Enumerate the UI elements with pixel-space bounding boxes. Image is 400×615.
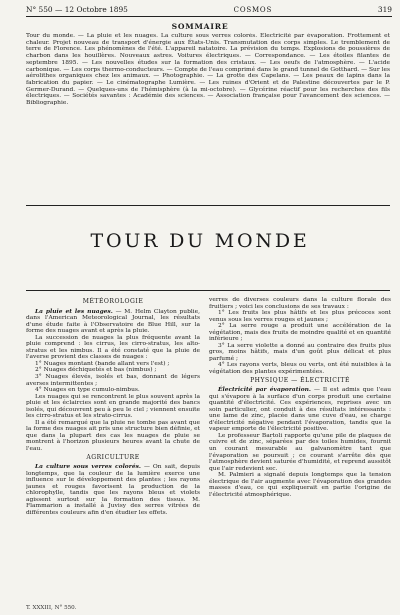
title-divider: [26, 290, 390, 291]
list-item: 3° La serre violette a donné au contraire des fruits plus gros, moins hâtifs, mais d'un goût plus délicat et plus parfumé ;: [209, 342, 391, 362]
right-column: [209, 297, 391, 607]
list-item: 1° Les fruits les plus hâtifs et les plus précoces sont venus sous les verres rouges et jaunes ;: [209, 310, 391, 323]
list-item: 3° Nuages élevés, isolés et bas, donnant de légers averses intermittentes ;: [26, 374, 200, 387]
subheading-culture-verres: La culture sous verres colorés.: [35, 463, 141, 471]
subheading-pluie-nuages: La pluie et les nuages.: [35, 307, 113, 315]
list-item: 1° Nuages montant (bande allant vers l'est) ;: [35, 360, 170, 367]
paragraph-text: — M. Helm Clayton publie, dans l'American Meteorological Journal, les résultats d'une étude faite à l'Observatoire de Blue Hill, sur la forme des nuages avant et après la pluie.: [26, 308, 200, 335]
issue-number: N° 550 — 12 Octobre 1895: [26, 5, 128, 14]
paragraph-text: — On sait, depuis longtemps, que la couleur de la lumière exerce une influence sur le développement des plantes ; les rayons jaunes et rouges favorisent la production de la chlorophylle, tandis que les rayons bleus et violets agissent surtout sur la formation des tissus. M. Flammarion a installé à Juvisy des serres vitrées de différentes couleurs afin d'en étudier les effets.: [26, 464, 200, 516]
page-header: [26, 3, 392, 17]
sommaire-text: Tour du monde. — La pluie et les nuages. La culture sous verres colorés. Électricité par évaporation. Frottement et chaleur. Projet nouveau de transport d'énergie aux États-Unis. Transmutation des corps simples. Le tremblement de terre de Florence. Les phénomènes de l'été. L'appareil natatoire. La prévision du temps. Explosions de poussières de charbon dans les houillères. Nouveaux astres. Voitures électriques. — Correspondance. — Les étoiles filantes de septembre 1895. — Les nouvelles études sur la formation des cristaux. — Les oeufs de l'atmosphère. — L'acide carbonique. — Les corps thermo-conducteurs. — Compte de l'eau comprimé dans le grand tunnel de Gotthard. — Sur les aérolithes organiques chez les animaux. — Photographie. — La grotte des Capelans. — Les peaux de lapins dans la fabrication du papier. — Le cinématographe Lumière. — Les ruines d'Orient et de Palestine découvertes par le P. Germer-Durand. — Quelques-uns de l'hémisphère (à la mi-octobre). — Glycérine réactif pour les recherches des fils électriques. — Sociétés savantes : Académie des sciences. — Association française pour l'avancement des sciences. — Bibliographie.: [26, 33, 390, 107]
top-divider: [26, 205, 390, 206]
paragraph: M. Palmieri a signalé depuis longtemps que la tension électrique de l'air augmente avec l'évaporation des grandes masses d'eau, ce qui expliquerait en partie l'origine de l'électricité atmosphérique.: [209, 472, 391, 498]
paragraph: Il a été remarqué que la pluie ne tombe pas avant que la forme des nuages ait pris une structure bien définie, et que dans la plupart des cas les nuages de pluie se montrent à l'horizon plusieurs heures avant la chute de l'eau.: [26, 419, 200, 453]
list-item: 4° Les rayons verts, bleus ou verts, ont été nuisibles à la végétation des plantes expérimentées.: [209, 362, 391, 376]
journal-name: COSMOS: [233, 5, 273, 14]
paragraph: [26, 309, 200, 335]
paragraph: [209, 387, 391, 433]
page-footer: T. XXXIII, N° 550.: [26, 605, 77, 611]
paragraph: [26, 464, 200, 516]
paragraph: Les nuages qui se rencontrent le plus souvent après la pluie et les éclaircies sont en grande majorité des bancs isolés, qui découvrent peu à peu le ciel ; viennent ensuite les cirro-stratus et les strato-cirrus.: [26, 393, 200, 420]
section-title: TOUR DU MONDE: [90, 230, 310, 252]
paragraph: Le professeur Bartoli rapporte qu'une pile de plaques de cuivre et de zinc, séparées par des toiles humides, fournit un courant mesurable au galvanomètre tant que l'évaporation se poursuit ; ce courant s'arrête dès que l'atmosphère devient saturée d'humidité, et reprend aussitôt que l'air redevient sec.: [209, 432, 391, 472]
list-item: 2° La serre rouge a produit une accélération de la végétation, mais des fruits de moindre qualité et en quantité inférieure ;: [209, 323, 391, 343]
section-heading-physique: PHYSIQUE — ÉLECTRICITÉ: [250, 376, 350, 384]
paragraph-text: — Il est admis que l'eau qui s'évapore à la surface d'un corps produit une certaine quantité d'électricité. Ces expériences, reprises avec un soin particulier, ont conduit à des résultats intéressants : une lame de zinc, placée dans une cuve d'eau, se charge d'électricité négative pendant l'évaporation, tandis que la vapeur emporte de l'électricité positive.: [209, 387, 391, 433]
page-number: 319: [377, 5, 392, 14]
paragraph: La succession de nuages la plus fréquente avant la pluie comprend : les cirrus, les cirro-stratus, les alto-stratus et les nimbus. Il a été constaté que la pluie de l'averse provient des classes de nuages :: [26, 334, 200, 361]
paragraph: verres de diverses couleurs dans la culture florale des fruitiers ; voici les conclusions de ses travaux :: [209, 297, 391, 310]
section-heading-meteorologie: MÉTÉOROLOGIE: [82, 298, 144, 305]
list-item: 2° Nuages déchiquetés et bas (nimbus) ;: [35, 367, 157, 374]
subheading-electricite: Électricité par évaporation.: [218, 386, 311, 394]
list-item: 4° Nuages en type cumulo-nimbus.: [35, 387, 140, 394]
section-heading-agriculture: AGRICULTURE: [86, 453, 140, 461]
left-column: [26, 297, 200, 607]
sommaire-heading: SOMMAIRE: [171, 22, 229, 31]
